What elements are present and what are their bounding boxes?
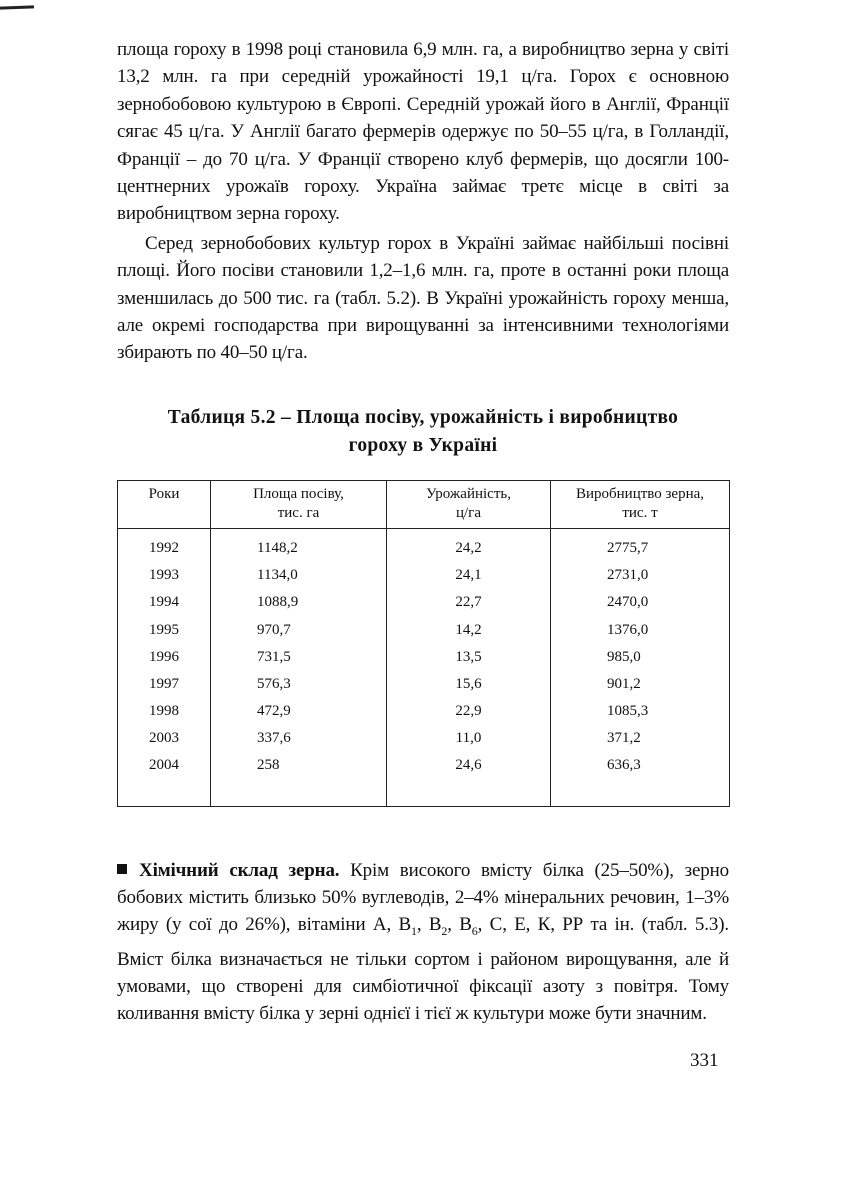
table-row — [118, 698, 730, 725]
header-area: Площа посіву, тис. га — [211, 480, 387, 528]
table-header-row — [118, 480, 730, 528]
table-caption-line-2: гороху в Україні — [348, 434, 498, 456]
section-text-d: , С, Е, К, РР та ін. (табл. 5.3). Вміст білка визначається не тільки сортом і районом вирощування, але й умовами, що створені для симбіотичної фіксації азоту з повітря. Тому коливання вмісту білка у зерні однієї і тієї ж культури може бути значним. — [117, 914, 729, 1025]
scan-corner-mark — [0, 5, 34, 9]
cell-area: 970,7 — [211, 616, 387, 643]
cell-production: 371,2 — [551, 725, 730, 752]
cell-yield: 15,6 — [387, 671, 551, 698]
cell-year: 2003 — [118, 725, 211, 752]
cell-yield: 22,7 — [387, 589, 551, 616]
header-year: Роки — [118, 480, 211, 528]
cell-production: 2470,0 — [551, 589, 730, 616]
header-production: Виробництво зерна, тис. т — [551, 480, 730, 528]
cell-area: 1134,0 — [211, 562, 387, 589]
table-row — [118, 752, 730, 779]
cell-year: 1996 — [118, 644, 211, 671]
pea-statistics-table — [117, 480, 730, 807]
cell-yield: 24,2 — [387, 528, 551, 562]
cell-area: 337,6 — [211, 725, 387, 752]
cell-area: 731,5 — [211, 644, 387, 671]
section-text-a: Крім високого вмісту білка (25–50%), зерно бобових містить близько 50% вуглеводів, 2–4% мінеральних речовин, 1–3% жиру (у сої до 26%), вітаміни А, В — [117, 859, 729, 936]
table-caption — [117, 404, 729, 460]
cell-year: 1995 — [118, 616, 211, 643]
section-text-b: , В — [416, 914, 442, 936]
cell-production: 1376,0 — [551, 616, 730, 643]
cell-yield: 14,2 — [387, 616, 551, 643]
paragraph-pea-world-production: площа гороху в 1998 році становила 6,9 млн. га, а виробництво зерна у світі 13,2 млн. га при середній урожайності 19,1 ц/га. Горох є основною зернобобовою культурою в Європі. Середній урожай його в Англії, Франції сягає 45 ц/га. У Англії багато фермерів одержує по 50–55 ц/га, в Голландії, Франції – до 70 ц/га. У Франції створено клуб фермерів, що досягли 100-центнерних урожаїв гороху. Україна займає третє місце в світі за виробництвом зерна гороху. — [117, 39, 729, 225]
chemical-composition-section — [117, 857, 729, 1028]
header-yield: Урожайність, ц/га — [387, 480, 551, 528]
chemical-composition-paragraph — [117, 857, 729, 1028]
square-bullet-icon — [117, 864, 127, 874]
cell-production: 985,0 — [551, 644, 730, 671]
cell-production: 636,3 — [551, 752, 730, 779]
section-text-c: , В — [447, 914, 472, 936]
cell-production: 901,2 — [551, 671, 730, 698]
table-row — [118, 616, 730, 643]
cell-production: 2775,7 — [551, 528, 730, 562]
cell-yield: 11,0 — [387, 725, 551, 752]
table-caption-line-1: Таблиця 5.2 – Площа посіву, урожайність і виробництво — [167, 406, 679, 428]
cell-production: 1085,3 — [551, 698, 730, 725]
cell-production: 2731,0 — [551, 562, 730, 589]
cell-area: 258 — [211, 752, 387, 779]
paragraph-pea-ukraine: Серед зернобобових культур горох в Україні займає найбільші посівні площі. Його посіви становили 1,2–1,6 млн. га, проте в останні роки площа зменшилась до 500 тис. га (табл. 5.2). В Україні урожайність гороху менша, але окремі господарства при вирощуванні за інтенсивними технологіями збирають по 40–50 ц/га. — [117, 232, 729, 364]
cell-area: 1148,2 — [211, 528, 387, 562]
cell-year: 1993 — [118, 562, 211, 589]
subscript-1: 1 — [410, 924, 417, 939]
table-bottom-spacer — [118, 780, 730, 807]
section-heading: Хімічний склад зерна. — [139, 859, 340, 881]
cell-yield: 24,1 — [387, 562, 551, 589]
cell-area: 1088,9 — [211, 589, 387, 616]
cell-year: 2004 — [118, 752, 211, 779]
table-row — [118, 725, 730, 752]
book-page — [117, 36, 729, 1028]
table-row — [118, 528, 730, 562]
cell-year: 1994 — [118, 589, 211, 616]
table-row — [118, 644, 730, 671]
cell-yield: 13,5 — [387, 644, 551, 671]
cell-year: 1992 — [118, 528, 211, 562]
table-row — [118, 562, 730, 589]
cell-year: 1998 — [118, 698, 211, 725]
cell-area: 472,9 — [211, 698, 387, 725]
cell-year: 1997 — [118, 671, 211, 698]
table-row — [118, 671, 730, 698]
table-row — [118, 589, 730, 616]
page-number: 331 — [690, 1050, 719, 1071]
cell-area: 576,3 — [211, 671, 387, 698]
cell-yield: 24,6 — [387, 752, 551, 779]
subscript-2: 2 — [441, 924, 448, 939]
cell-yield: 22,9 — [387, 698, 551, 725]
subscript-6: 6 — [471, 924, 478, 939]
